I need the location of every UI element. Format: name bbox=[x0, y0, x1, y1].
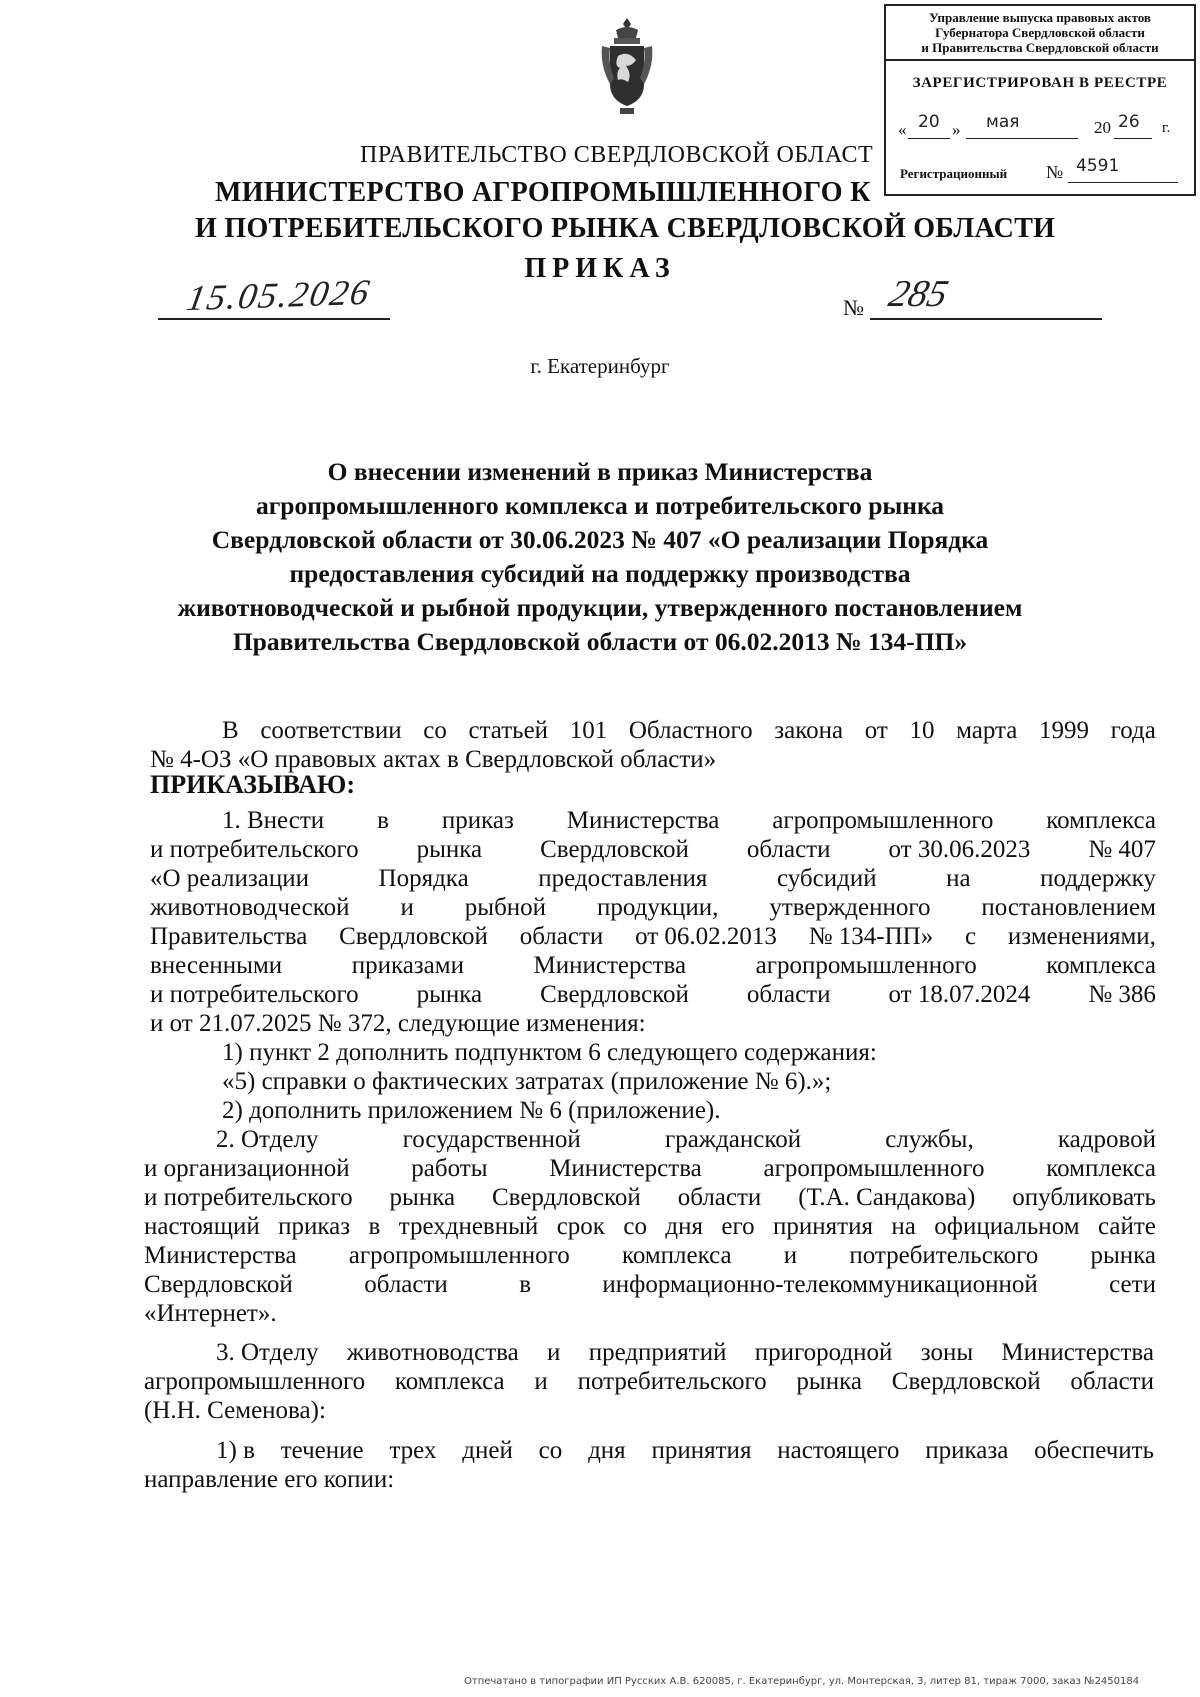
word: предприятий bbox=[588, 1339, 727, 1366]
stamp-month: мая bbox=[986, 112, 1020, 132]
word: области bbox=[677, 1184, 762, 1211]
stamp-authority-line: Губернатора Свердловской области bbox=[935, 25, 1145, 40]
word: Министерства bbox=[144, 1242, 297, 1269]
word: трехдневный bbox=[398, 1213, 539, 1240]
registration-stamp bbox=[884, 4, 1196, 196]
word: от 06.02.2013 bbox=[635, 923, 777, 950]
word: рынка bbox=[1090, 1242, 1156, 1269]
p1-item: 1) пункт 2 дополнить подпунктом 6 следующего содержания: bbox=[222, 1039, 877, 1066]
word: зоны bbox=[920, 1339, 974, 1366]
p1-line: и от 21.07.2025 № 372, следующие изменения: bbox=[150, 1010, 646, 1037]
word: и bbox=[547, 1339, 561, 1366]
word: дня bbox=[665, 1213, 703, 1240]
paragraph-2 bbox=[144, 1125, 1156, 1328]
word: области bbox=[746, 836, 831, 863]
word: со bbox=[423, 717, 447, 744]
word: со bbox=[623, 1213, 647, 1240]
word: В bbox=[222, 717, 239, 744]
word: государственной bbox=[402, 1126, 581, 1153]
word: и bbox=[783, 1242, 798, 1269]
p3-line bbox=[144, 1367, 1154, 1396]
paragraph-3-item-1 bbox=[144, 1436, 1154, 1494]
title-line: Свердловской области от 30.06.2023 № 407 «О реализации Порядка bbox=[211, 525, 989, 554]
word: Свердловской bbox=[540, 981, 689, 1008]
stamp-reg-label: Регистрационный bbox=[900, 166, 1008, 181]
p1-line bbox=[150, 922, 1156, 951]
p1-item-text: «5) справки о фактических затратах (приложение № 6).»; bbox=[222, 1068, 832, 1095]
stamp-reg-number bbox=[886, 156, 1194, 188]
stamp-quote-close: » bbox=[952, 120, 961, 139]
word: приказ bbox=[441, 807, 514, 834]
word: продукции, bbox=[596, 894, 719, 921]
word: соответствии bbox=[260, 717, 402, 744]
stamp-day: 20 bbox=[918, 112, 940, 132]
word: агропромышленного bbox=[763, 1155, 985, 1182]
word: дня bbox=[588, 1437, 626, 1464]
word: от 30.06.2023 bbox=[888, 836, 1031, 863]
word: Свердловской bbox=[339, 923, 488, 950]
word: 3. Отделу bbox=[216, 1339, 319, 1366]
p3-line bbox=[144, 1338, 1154, 1367]
word: области bbox=[364, 1271, 448, 1298]
number-underline bbox=[870, 318, 1102, 320]
p2-line bbox=[144, 1154, 1156, 1183]
word: от 18.07.2024 bbox=[888, 981, 1031, 1008]
word: животноводческой bbox=[150, 894, 350, 921]
p2-line bbox=[144, 1183, 1156, 1212]
word: потребительского bbox=[577, 1368, 767, 1395]
word: принятия bbox=[773, 1213, 873, 1240]
stamp-authority bbox=[886, 6, 1194, 61]
word: области bbox=[1070, 1368, 1154, 1395]
word: комплекса bbox=[621, 1242, 732, 1269]
word: приказами bbox=[351, 952, 464, 979]
preamble-line bbox=[150, 716, 1156, 745]
word: области bbox=[746, 981, 831, 1008]
word: утвержденного bbox=[769, 894, 931, 921]
stamp-authority-line: и Правительства Свердловской области bbox=[921, 40, 1159, 55]
document-type-heading: ПРИКАЗ bbox=[524, 253, 676, 284]
word: обеспечить bbox=[1034, 1437, 1154, 1464]
order-directive: ПРИКАЗЫВАЮ: bbox=[150, 770, 355, 799]
word: со bbox=[538, 1437, 563, 1464]
word: гражданской bbox=[664, 1126, 802, 1153]
word: года bbox=[1110, 717, 1156, 744]
word: закона bbox=[774, 717, 844, 744]
p2-line bbox=[144, 1241, 1156, 1270]
word: агропромышленного bbox=[144, 1368, 366, 1395]
word: 1999 bbox=[1039, 717, 1089, 744]
p2-line: «Интернет». bbox=[144, 1300, 277, 1327]
title-line: О внесении изменений в приказ Министерства bbox=[327, 457, 873, 486]
word: Свердловской bbox=[144, 1271, 293, 1298]
word: Свердловской bbox=[540, 836, 689, 863]
coat-of-arms-icon bbox=[598, 16, 656, 116]
stamp-year-suffix: 26 bbox=[1118, 112, 1140, 132]
word: потребительского bbox=[849, 1242, 1039, 1269]
word: официальном bbox=[934, 1213, 1080, 1240]
word: сети bbox=[1109, 1271, 1156, 1298]
paragraph-1 bbox=[150, 806, 1156, 1125]
word: комплекса bbox=[394, 1368, 505, 1395]
p1-line bbox=[150, 864, 1156, 893]
word: и потребительского bbox=[150, 981, 359, 1008]
word: информационно-телекоммуникационной bbox=[602, 1271, 1038, 1298]
word: службы, bbox=[885, 1126, 974, 1153]
p3-item-line bbox=[144, 1436, 1154, 1465]
word: пригородной bbox=[754, 1339, 893, 1366]
word: (Т.А. Сандакова) bbox=[798, 1184, 976, 1211]
word: Порядка bbox=[378, 865, 469, 892]
word: Министерства bbox=[533, 952, 687, 979]
word: рынка bbox=[389, 1184, 456, 1211]
p1-item: 2) дополнить приложением № 6 (приложение). bbox=[222, 1097, 721, 1124]
p1-line bbox=[150, 806, 1156, 835]
word: и потребительского bbox=[144, 1184, 353, 1211]
word: Министерства bbox=[566, 807, 720, 834]
word: течение bbox=[280, 1437, 364, 1464]
stamp-day-line bbox=[908, 138, 950, 139]
word: комплекса bbox=[1046, 1155, 1156, 1182]
word: его bbox=[721, 1213, 755, 1240]
order-date: 15.05.2026 bbox=[183, 271, 375, 319]
word: поддержку bbox=[1040, 865, 1156, 892]
preamble-line: № 4-ОЗ «О правовых актах в Свердловской области» bbox=[150, 746, 717, 773]
word: опубликовать bbox=[1012, 1184, 1156, 1211]
word: от bbox=[864, 717, 888, 744]
word: приказа bbox=[925, 1437, 1009, 1464]
word: принятия bbox=[651, 1437, 752, 1464]
word: 10 bbox=[909, 717, 935, 744]
p1-line bbox=[150, 835, 1156, 864]
word: статьей bbox=[468, 717, 549, 744]
word: постановлением bbox=[981, 894, 1156, 921]
stamp-num-line bbox=[1068, 182, 1178, 183]
word: внесенными bbox=[150, 952, 283, 979]
word: в bbox=[368, 1213, 381, 1240]
word: рынка bbox=[416, 836, 483, 863]
word: Свердловской bbox=[891, 1368, 1041, 1395]
p1-line bbox=[150, 951, 1156, 980]
word: 2. Отделу bbox=[216, 1126, 319, 1153]
stamp-quote-open: « bbox=[898, 120, 907, 139]
government-heading: ПРАВИТЕЛЬСТВО СВЕРДЛОВСКОЙ ОБЛАСТ bbox=[360, 142, 874, 168]
word: трех bbox=[389, 1437, 437, 1464]
word: агропромышленного bbox=[772, 807, 994, 834]
title-line: Правительства Свердловской области от 06.02.2013 № 134-ПП» bbox=[232, 627, 968, 656]
stamp-year-unit: г. bbox=[1162, 120, 1171, 136]
preamble bbox=[150, 716, 1156, 774]
ministry-heading-line2: И ПОТРЕБИТЕЛЬСКОГО РЫНКА СВЕРДЛОВСКОЙ ОБЛАСТИ bbox=[195, 213, 1056, 244]
word: в bbox=[519, 1271, 532, 1298]
word: Свердловской bbox=[492, 1184, 641, 1211]
word: и потребительского bbox=[150, 836, 359, 863]
word: № 134-ПП» bbox=[808, 923, 934, 950]
stamp-registered-label: ЗАРЕГИСТРИРОВАН В РЕЕСТРЕ bbox=[912, 75, 1168, 91]
word: Министерства bbox=[1001, 1339, 1154, 1366]
title-line: предоставления субсидий на поддержку производства bbox=[289, 559, 911, 588]
word: сайте bbox=[1097, 1213, 1156, 1240]
number-sign: № bbox=[843, 295, 864, 320]
stamp-date bbox=[886, 112, 1194, 142]
word: в bbox=[377, 807, 389, 834]
p2-line bbox=[144, 1212, 1156, 1241]
word: 101 bbox=[569, 717, 608, 744]
date-underline bbox=[158, 318, 390, 320]
word: рынка bbox=[416, 981, 483, 1008]
word: Правительства bbox=[150, 923, 308, 950]
word: марта bbox=[956, 717, 1018, 744]
word: изменениями, bbox=[1007, 923, 1156, 950]
word: на bbox=[946, 865, 971, 892]
word: Областного bbox=[628, 717, 753, 744]
word: 1) в bbox=[216, 1437, 255, 1464]
word: комплекса bbox=[1046, 807, 1156, 834]
stamp-authority-line: Управление выпуска правовых актов bbox=[929, 10, 1151, 25]
word: № 386 bbox=[1088, 981, 1156, 1008]
stamp-month-line bbox=[966, 138, 1078, 139]
word: комплекса bbox=[1046, 952, 1156, 979]
p1-line bbox=[150, 980, 1156, 1009]
word: настоящий bbox=[144, 1213, 260, 1240]
stamp-num-sign: № bbox=[1046, 162, 1064, 182]
word: рыбной bbox=[464, 894, 547, 921]
word: предоставления bbox=[538, 865, 708, 892]
title-line: животноводческой и рыбной продукции, утвержденного постановлением bbox=[177, 593, 1023, 622]
word: и организационной bbox=[144, 1155, 350, 1182]
print-footer: Отпечатано в типографии ИП Русских А.В. 620085, г. Екатеринбург, ул. Монтерская, 3, литер 81, тираж 7000, заказ №2450184 bbox=[464, 1676, 1140, 1687]
word: № 407 bbox=[1088, 836, 1156, 863]
stamp-year-line bbox=[1114, 138, 1152, 139]
word: животноводства bbox=[346, 1339, 519, 1366]
word: кадровой bbox=[1057, 1126, 1156, 1153]
stamp-year-prefix: 20 bbox=[1094, 118, 1111, 137]
paragraph-3 bbox=[144, 1338, 1154, 1425]
p3-item-line: направление его копии: bbox=[144, 1466, 395, 1493]
word: агропромышленного bbox=[755, 952, 977, 979]
word: области bbox=[519, 923, 604, 950]
word: агропромышленного bbox=[348, 1242, 570, 1269]
word: приказ bbox=[278, 1213, 351, 1240]
stamp-reg-value: 4591 bbox=[1076, 156, 1120, 176]
order-number: 285 bbox=[884, 273, 953, 315]
ministry-heading-line1: МИНИСТЕРСТВО АГРОПРОМЫШЛЕННОГО К bbox=[215, 177, 871, 208]
p2-line bbox=[144, 1270, 1156, 1299]
word: и bbox=[534, 1368, 548, 1395]
word: субсидий bbox=[776, 865, 877, 892]
word: дней bbox=[462, 1437, 513, 1464]
p3-line: (Н.Н. Семенова): bbox=[144, 1397, 326, 1424]
document-title bbox=[150, 455, 1050, 659]
title-line: агропромышленного комплекса и потребительского рынка bbox=[255, 491, 945, 520]
word: настоящего bbox=[777, 1437, 900, 1464]
word: и bbox=[400, 894, 414, 921]
word: на bbox=[891, 1213, 916, 1240]
word: 1. Внести bbox=[222, 807, 325, 834]
word: «О реализации bbox=[150, 865, 309, 892]
word: работы bbox=[411, 1155, 488, 1182]
word: Министерства bbox=[549, 1155, 702, 1182]
p2-line bbox=[144, 1125, 1156, 1154]
word: рынка bbox=[796, 1368, 862, 1395]
word: с bbox=[965, 923, 977, 950]
city-label: г. Екатеринбург bbox=[530, 354, 670, 378]
p1-line bbox=[150, 893, 1156, 922]
word: срок bbox=[556, 1213, 605, 1240]
